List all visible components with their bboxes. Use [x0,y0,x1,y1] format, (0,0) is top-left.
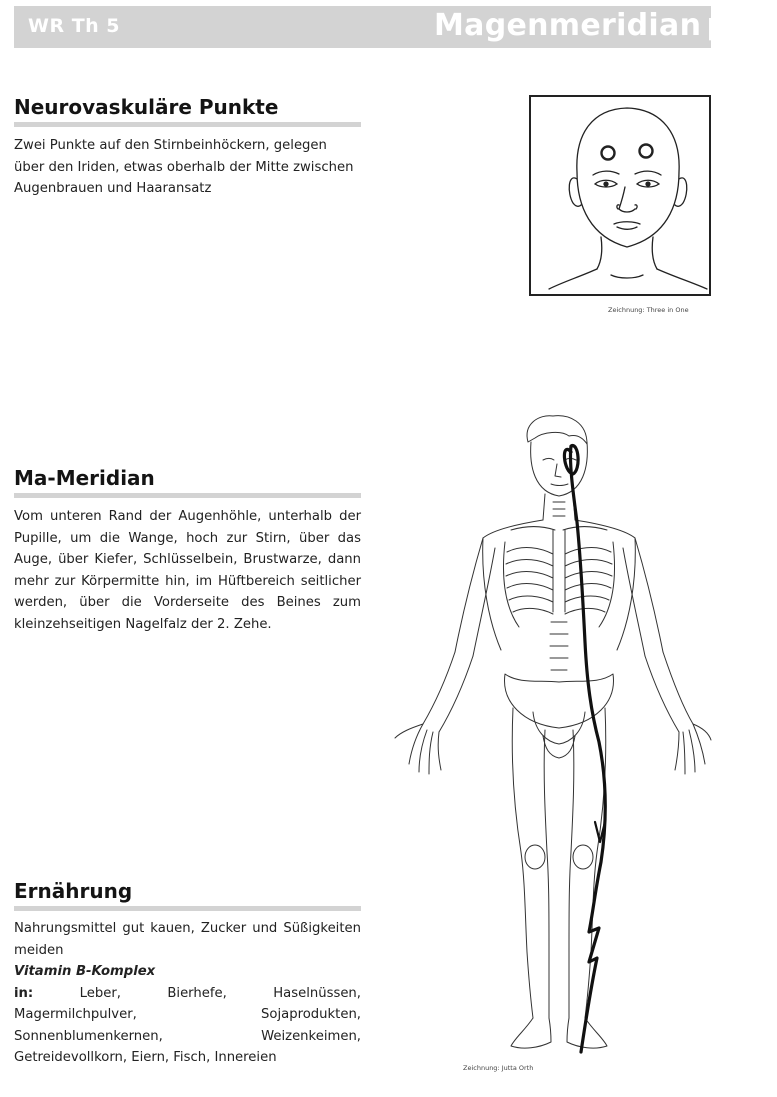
skeleton-meridian-icon [393,412,711,1067]
section-title-nutrition: Ernährung [14,879,361,911]
header-bar [14,6,777,48]
nutrition-sources: Leber, Bierhefe, Haselnüssen, Magermilchpulver, Sojaprodukten, Sonnenblumenkernen, Weizenkeimen, Getreidevollkorn, Eiern, Fisch, Innereien [14,985,361,1065]
nutrition-vitamin: Vitamin B-Komplex [14,964,156,979]
header-right [434,8,777,43]
nutrition-block [14,918,361,1069]
body-caption: Zeichnung: Jutta Orth [463,1064,534,1072]
face-drawing-frame [529,95,711,296]
face-drawing-icon [531,97,713,298]
nutrition-in-label: in: [14,985,34,1001]
section-title-neurovascular: Neurovaskuläre Punkte [14,95,361,127]
header-title: Magenmeridian [434,8,702,43]
section-text-neurovascular: Zwei Punkte auf den Stirnbeinhöckern, gelegen über den Iriden, etwas oberhalb der Mitte zwischen Augenbrauen und Haaransatz [14,138,354,196]
section-title-meridian: Ma-Meridian [14,466,361,498]
header-code: WR Th 5 [28,15,121,37]
nutrition-sources-line [14,983,361,1069]
section-text-meridian: Vom unteren Rand der Augenhöhle, unterhalb der Pupille, um die Wange, hoch zur Stirn, über das Auge, über Kiefer, Schlüsselbein, Brustwarze, dann mehr zur Körpermitte hin, im Hüftbereich seitlicher werden, über die Vorderseite des Beines zum kleinzehseitigen Nagelfalz der 2. Zehe. [14,509,361,632]
nutrition-intro: Nahrungsmittel gut kauen, Zucker und Süßigkeiten meiden [14,921,361,958]
header-time: 8 Uhr [719,18,777,40]
header-separator: | [706,16,715,41]
face-caption: Zeichnung: Three in One [608,306,689,314]
